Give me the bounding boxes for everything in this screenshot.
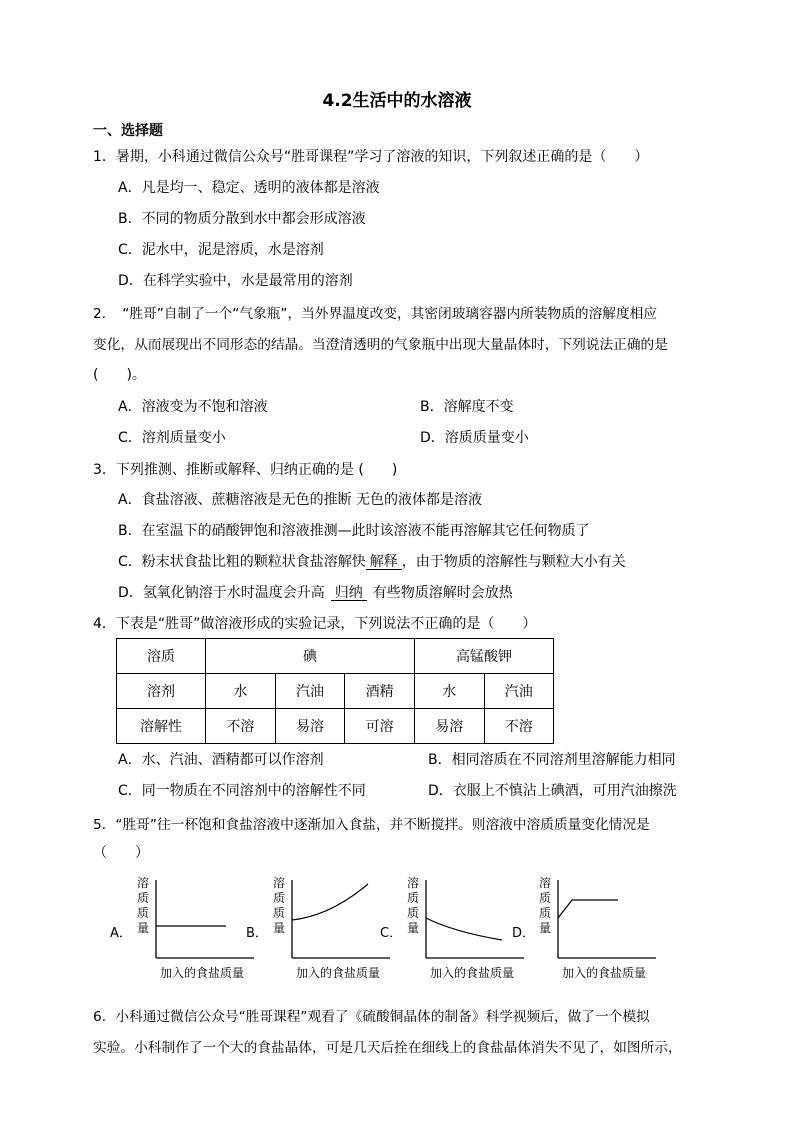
graph-y-label: 溶 质 质 量 — [538, 876, 551, 935]
table-row — [117, 709, 554, 744]
section-heading: 一、选择题 — [93, 123, 163, 139]
question-1-option-c: C．泥水中，泥是溶质，水是溶剂 — [118, 242, 324, 258]
question-2-option-a: A．溶液变为不饱和溶液 — [118, 399, 268, 415]
question-2-option-c: C．溶剂质量变小 — [118, 430, 226, 446]
question-3-option-c-blank: 解释 — [366, 555, 402, 570]
question-4-option-a: A．水、汽油、酒精都可以作溶剂 — [118, 752, 324, 768]
question-3-option-b: B．在室温下的硝酸钾饱和溶液推测—此时该溶液不能再溶解其它任何物质了 — [118, 523, 590, 539]
question-3-option-c-rest: ，由于物质的溶解性与颗粒大小有关 — [401, 554, 626, 570]
graph-y-label: 溶 质 质 量 — [136, 876, 149, 935]
table-cell: 酒精 — [345, 674, 415, 709]
graph-y-label: 溶 质 质 量 — [406, 876, 419, 935]
table-cell: 易溶 — [415, 709, 485, 744]
question-2-option-b: B．溶解度不变 — [420, 399, 514, 415]
graph-x-label: 加入的食盐质量 — [296, 966, 381, 980]
question-2-line-1: 2． “胜哥”自制了一个“气象瓶”，当外界温度改变，其密闭玻璃容器内所装物质的溶解度相应 — [93, 306, 658, 322]
graph-c-plot — [424, 880, 524, 960]
question-6-line-2: 实验。小科制作了一个大的食盐晶体，可是几天后拴在细线上的食盐晶体消失不见了，如图所示， — [93, 1040, 682, 1056]
question-2-option-d: D．溶质质量变小 — [420, 430, 529, 446]
trend-line — [558, 900, 618, 918]
question-5-line-2: （ ） — [93, 845, 149, 861]
trend-line — [426, 918, 502, 940]
table-cell: 汽油 — [484, 674, 554, 709]
question-1-option-b: B．不同的物质分散到水中都会形成溶液 — [118, 211, 366, 227]
question-4-option-c: C．同一物质在不同溶剂中的溶解性不同 — [118, 783, 366, 799]
question-3-option-a: A．食盐溶液、蔗糖溶液是无色的推断 无色的液体都是溶液 — [118, 492, 483, 508]
experiment-table — [116, 638, 554, 744]
table-row — [117, 639, 554, 674]
question-3-option-d-text: D．氢氧化钠溶于水时温度会升高 — [118, 585, 325, 601]
table-cell: 高锰酸钾 — [415, 639, 554, 674]
table-cell: 碘 — [206, 639, 415, 674]
table-row — [117, 674, 554, 709]
table-cell: 可溶 — [345, 709, 415, 744]
question-4-option-b: B．相同溶质在不同溶剂里溶解能力相同 — [428, 752, 676, 768]
question-2-line-2: 变化，从而展现出不同形态的结晶。当澄清透明的气象瓶中出现大量晶体时，下列说法正确的是 — [93, 337, 668, 353]
graph-x-label: 加入的食盐质量 — [430, 966, 515, 980]
table-cell: 水 — [206, 674, 276, 709]
graph-y-label: 溶 质 质 量 — [272, 876, 285, 935]
question-3-option-d-blank: 归纳 — [331, 586, 367, 601]
table-cell: 水 — [415, 674, 485, 709]
graph-label: B． — [246, 926, 268, 941]
graph-x-label: 加入的食盐质量 — [160, 966, 245, 980]
question-4-stem: 4．下表是“胜哥”做溶液形成的实验记录，下列说法不正确的是（ ） — [93, 616, 537, 632]
table-cell: 不溶 — [206, 709, 276, 744]
page-title: 4.2生活中的水溶液 — [322, 91, 472, 111]
question-1-option-d: D．在科学实验中，水是最常用的溶剂 — [118, 273, 353, 289]
question-5-line-1: 5．“胜哥”往一杯饱和食盐溶液中逐渐加入食盐，并不断搅拌。则溶液中溶质质量变化情况是 — [93, 817, 650, 833]
question-1-option-a: A．凡是均一、稳定、透明的液体都是溶液 — [118, 180, 380, 196]
question-3-option-c-text: C．粉末状食盐比粗的颗粒状食盐溶解快 — [118, 554, 366, 570]
table-cell: 易溶 — [275, 709, 345, 744]
table-cell: 汽油 — [275, 674, 345, 709]
question-2-line-3: ( )。 — [93, 367, 146, 383]
question-3-option-c — [118, 551, 626, 571]
graph-x-label: 加入的食盐质量 — [562, 966, 647, 980]
graph-label: C． — [380, 926, 403, 941]
question-1-stem: 1．暑期，小科通过微信公众号“胜哥课程”学习了溶液的知识，下列叙述正确的是（ ） — [93, 149, 649, 165]
question-4-option-d: D．衣服上不慎沾上碘酒，可用汽油擦洗 — [428, 783, 677, 799]
graph-a-plot — [154, 880, 254, 960]
question-3-option-d-rest: 有些物质溶解时会放热 — [372, 585, 513, 601]
graph-d-plot — [556, 880, 656, 960]
graph-label: D． — [512, 926, 536, 941]
question-3-option-d — [118, 582, 513, 602]
table-cell: 溶质 — [117, 639, 206, 674]
table-cell: 溶解性 — [117, 709, 206, 744]
table-cell: 溶剂 — [117, 674, 206, 709]
graph-b-plot — [290, 880, 390, 960]
question-3-stem: 3．下列推测、推断或解释、归纳正确的是 ( ) — [93, 462, 398, 478]
table-cell: 不溶 — [484, 709, 554, 744]
trend-line — [292, 884, 368, 920]
question-6-line-1: 6．小科通过微信公众号“胜哥课程”观看了《硫酸铜晶体的制备》科学视频后，做了一个模拟 — [93, 1009, 650, 1025]
graph-label: A． — [110, 926, 132, 941]
